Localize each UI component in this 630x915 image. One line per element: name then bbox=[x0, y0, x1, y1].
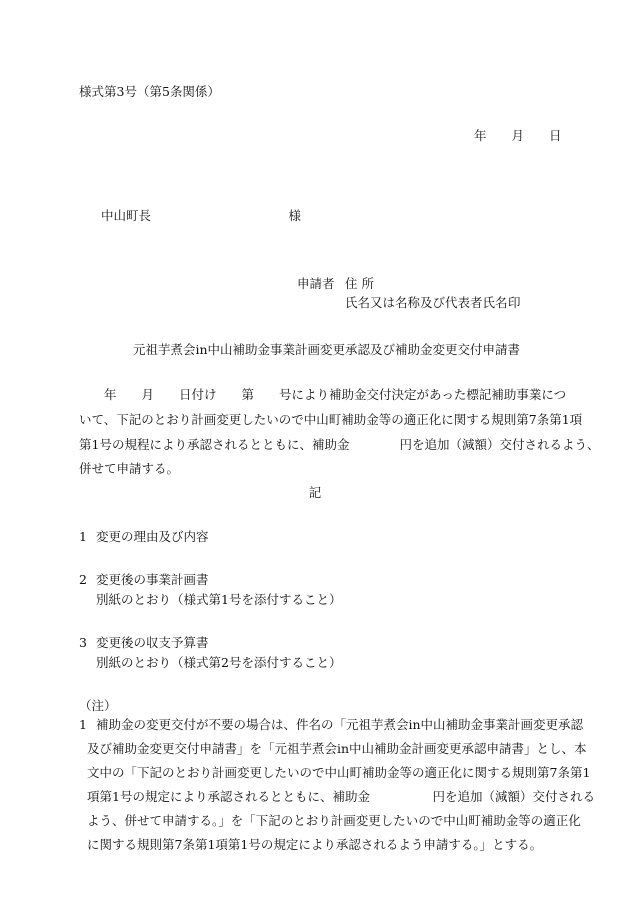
ki-heading: 記 bbox=[308, 485, 322, 500]
item-1-number: 1 bbox=[79, 529, 87, 544]
note-line-2: 及び補助金変更交付申請書」を「元祖芋煮会in中山補助金計画変更承認申請書」とし、本 bbox=[87, 741, 587, 756]
applicant-label: 申請者 bbox=[297, 276, 335, 291]
seal-mark: 印 bbox=[508, 295, 521, 310]
item-3-detail: 別紙のとおり（様式第2号を添付すること） bbox=[96, 655, 342, 670]
body-line-1: 年 月 日付け 第 号により補助金交付決定があった標記補助事業につ bbox=[79, 387, 567, 402]
note-line-5: よう、併せて申請する。」を「下記のとおり計画変更したいので中山町補助金等の適正化 bbox=[87, 813, 581, 828]
note-line-3: 文中の「下記のとおり計画変更したいので中山町補助金等の適正化に関する規則第7条第1 bbox=[87, 765, 591, 780]
name-label: 氏名又は名称及び代表者氏名 bbox=[345, 295, 508, 310]
item-3-number: 3 bbox=[79, 635, 87, 650]
body-line-2: いて、下記のとおり計画変更したいので中山町補助金等の適正化に関する規則第7条第1項 bbox=[79, 412, 583, 427]
body-line-3: 第1号の規程により承認されるとともに、補助金 円を追加（減額）交付されるよう、 bbox=[79, 437, 600, 452]
addressee: 中山町長 様 bbox=[101, 208, 302, 223]
item-3-title: 変更後の収支予算書 bbox=[96, 635, 209, 650]
item-1-title: 変更の理由及び内容 bbox=[96, 529, 209, 544]
item-2-title: 変更後の事業計画書 bbox=[96, 572, 209, 587]
notes-heading: （注） bbox=[79, 698, 117, 713]
address-label: 住 所 bbox=[345, 276, 374, 291]
note-line-4: 項第1号の規定により承認されるとともに、補助金 円を追加（減額）交付される bbox=[87, 789, 595, 804]
date-line: 年 月 日 bbox=[474, 128, 562, 143]
document-title: 元祖芋煮会in中山補助金事業計画変更承認及び補助金変更交付申請書 bbox=[133, 342, 521, 357]
form-number: 様式第3号（第5条関係） bbox=[79, 84, 220, 99]
body-line-4: 併せて申請する。 bbox=[79, 461, 180, 476]
notes-number: 1 bbox=[79, 717, 87, 732]
item-2-number: 2 bbox=[79, 572, 87, 587]
item-2-detail: 別紙のとおり（様式第1号を添付すること） bbox=[96, 592, 342, 607]
note-line-1: 補助金の変更交付が不要の場合は、件名の「元祖芋煮会in中山補助金事業計画変更承認 bbox=[96, 717, 584, 732]
note-line-6: に関する規則第7条第1項第1号の規定により承認されるよう申請する。」とする。 bbox=[87, 837, 543, 852]
